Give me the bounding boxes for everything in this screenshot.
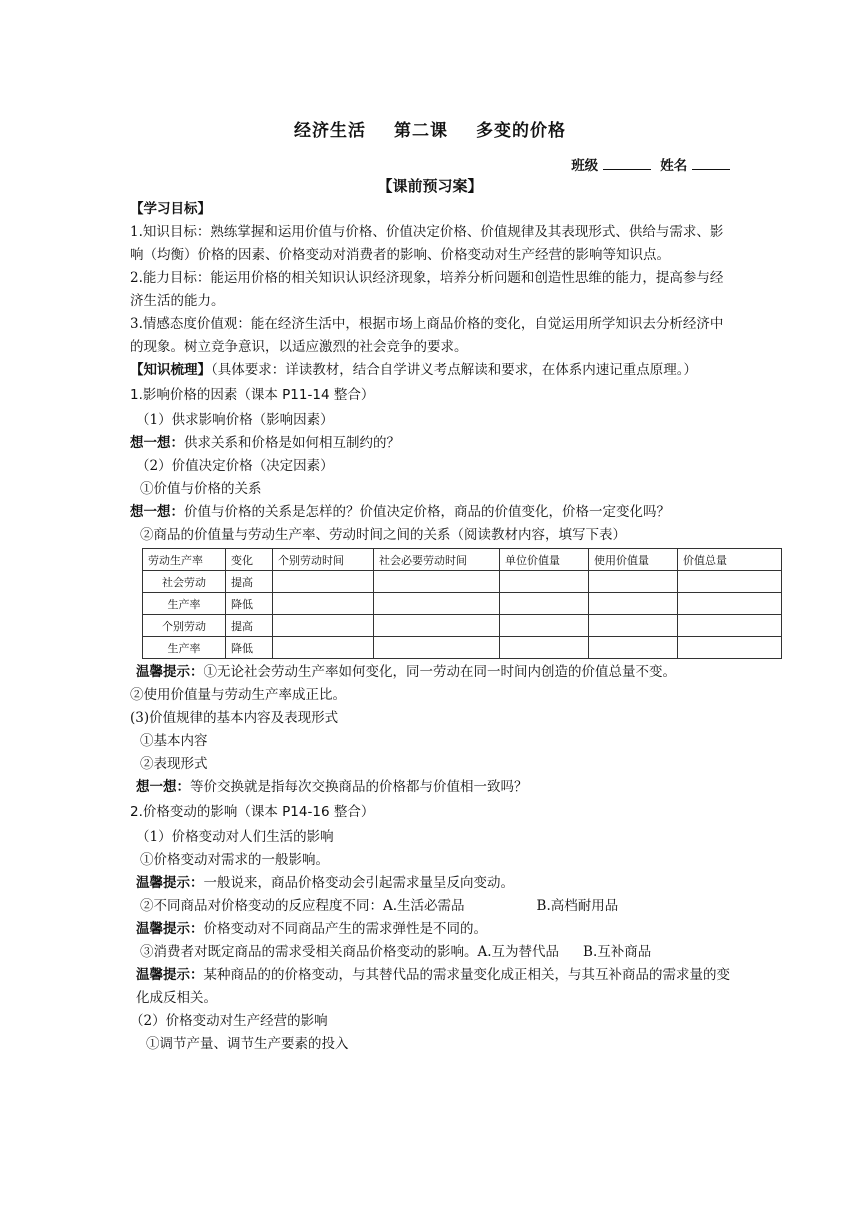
part2-s1c: ③消费者对既定商品的需求受相关商品价格变动的影响。A.互为替代品: [140, 944, 560, 960]
answer-cell[interactable]: [500, 593, 589, 615]
part1-s2: （2）价值决定价格（决定因素）: [136, 458, 334, 474]
part1-s3: (3)价值规律的基本内容及表现形式: [130, 710, 339, 726]
answer-cell[interactable]: [500, 637, 589, 659]
tip-label: 温馨提示：: [136, 875, 204, 891]
name-blank[interactable]: [692, 157, 730, 170]
goal-knowledge: 1.知识目标：熟练掌握和运用价值与价格、价值决定价格、价值规律及其表现形式、供给与需求、影响（均衡）价格的因素、价格变动对消费者的影响、价格变动对生产经营的影响等知识点。: [130, 224, 724, 263]
answer-cell[interactable]: [678, 615, 782, 637]
answer-cell[interactable]: [374, 637, 500, 659]
part2-s1c-line: [130, 941, 730, 964]
part2-s2: （2）价格变动对生产经营的影响: [130, 1013, 328, 1029]
table-header: 劳动生产率: [143, 549, 226, 571]
table-header: 个别劳动时间: [273, 549, 374, 571]
table-header: 单位价值量: [500, 549, 589, 571]
part2-s1c-option: B.互补商品: [583, 944, 652, 960]
answer-cell[interactable]: [374, 571, 500, 593]
row-group-label: 生产率: [143, 593, 226, 615]
part2-s1: （1）价格变动对人们生活的影响: [136, 829, 334, 845]
table-header: 社会必要劳动时间: [374, 549, 500, 571]
part2-s1b-line: [130, 895, 730, 918]
tip-text-2: 一般说来，商品价格变动会引起需求量呈反向变动。: [203, 875, 514, 891]
tip-line-1: [130, 661, 730, 684]
goals-heading: 【学习目标】: [130, 201, 211, 217]
class-name-line: [571, 154, 730, 174]
knowledge-heading-line: [130, 359, 730, 382]
part2-title: 2.价格变动的影响（课本 P14-16 整合）: [130, 804, 375, 820]
part2-s2a: ①调节产量、调节生产要素的投入: [146, 1036, 349, 1052]
answer-cell[interactable]: [374, 615, 500, 637]
think-text-3: 等价交换就是指每次交换商品的价格都与价值相一致吗？: [190, 779, 528, 795]
table-header-row: [143, 549, 782, 571]
table-row: [143, 571, 782, 593]
tip-text-4: 某种商品的的价格变动，与其替代品的需求量变化成正相关，与其互补商品的需求量的变化成反相关。: [136, 967, 730, 1006]
knowledge-heading: 【知识梳理】: [130, 362, 211, 378]
name-label: 姓名: [660, 158, 688, 174]
page-title: [0, 116, 860, 141]
think-label: 想一想：: [136, 779, 190, 795]
answer-cell[interactable]: [589, 615, 678, 637]
answer-cell[interactable]: [678, 571, 782, 593]
think-line-3: [130, 776, 730, 799]
answer-cell[interactable]: [500, 615, 589, 637]
part1-s1: （1）供求影响价格（影响因素）: [136, 412, 334, 428]
answer-cell[interactable]: [589, 593, 678, 615]
think-text-2: 价值与价格的关系是怎样的？价值决定价格，商品的价值变化，价格一定变化吗？: [184, 504, 670, 520]
table-row: [143, 615, 782, 637]
table-row: [143, 593, 782, 615]
think-label: 想一想：: [130, 435, 184, 451]
table-row: [143, 637, 782, 659]
tip-label: 温馨提示：: [136, 664, 204, 680]
answer-cell[interactable]: [500, 571, 589, 593]
tip-line-2: [130, 872, 730, 895]
think-label: 想一想：: [130, 504, 184, 520]
part1-title: 1.影响价格的因素（课本 P11-14 整合）: [130, 387, 375, 403]
answer-cell[interactable]: [374, 593, 500, 615]
answer-cell[interactable]: [589, 571, 678, 593]
change-cell: 提高: [226, 615, 273, 637]
change-cell: 降低: [226, 637, 273, 659]
part2-s1b: ②不同商品对价格变动的反应程度不同：A.生活必需品: [140, 898, 465, 914]
title-part-subject: 经济生活: [294, 121, 366, 141]
title-part-lesson: 第二课: [394, 121, 448, 141]
part2-s1b-option: B.高档耐用品: [536, 898, 619, 914]
row-group-label: 社会劳动: [143, 571, 226, 593]
knowledge-requirement: （具体要求：详读教材，结合自学讲义考点解读和要求，在体系内速记重点原理。）: [211, 362, 697, 378]
goal-ability: 2.能力目标：能运用价格的相关知识认识经济现象，培养分析问题和创造性思维的能力，提高参与经济生活的能力。: [130, 270, 724, 309]
think-text-1: 供求关系和价格是如何相互制约的？: [184, 435, 400, 451]
table-header: 价值总量: [678, 549, 782, 571]
tip-label: 温馨提示：: [136, 921, 204, 937]
answer-cell[interactable]: [273, 571, 374, 593]
goal-attitude: 3.情感态度价值观：能在经济生活中，根据市场上商品价格的变化，自觉运用所学知识去分析经济中的现象。树立竞争意识，以适应激烈的社会竞争的要求。: [130, 316, 724, 355]
row-group-label: 个别劳动: [143, 615, 226, 637]
tip-label: 温馨提示：: [136, 967, 204, 983]
tip-text-3: 价格变动对不同商品产生的需求弹性是不同的。: [203, 921, 487, 937]
part1-s3a: ①基本内容: [140, 733, 208, 749]
tip-text-1b: ②使用价值量与劳动生产率成正比。: [130, 687, 346, 703]
part2-s1a: ①价格变动对需求的一般影响。: [140, 852, 329, 868]
part1-s2a: ①价值与价格的关系: [140, 481, 262, 497]
part1-s2b: ②商品的价值量与劳动生产率、劳动时间之间的关系（阅读教材内容，填写下表）: [140, 527, 626, 543]
tip-text-1a: ①无论社会劳动生产率如何变化，同一劳动在同一时间内创造的价值总量不变。: [203, 664, 676, 680]
table-header: 使用价值量: [589, 549, 678, 571]
part1-s3b: ②表现形式: [140, 756, 208, 772]
change-cell: 提高: [226, 571, 273, 593]
answer-cell[interactable]: [273, 615, 374, 637]
class-label: 班级: [571, 158, 599, 174]
answer-cell[interactable]: [678, 593, 782, 615]
answer-cell[interactable]: [589, 637, 678, 659]
tip-line-4: [130, 964, 730, 1010]
think-line-2: [130, 501, 730, 524]
answer-cell[interactable]: [678, 637, 782, 659]
answer-cell[interactable]: [273, 593, 374, 615]
change-cell: 降低: [226, 593, 273, 615]
title-part-topic: 多变的价格: [476, 121, 566, 141]
answer-cell[interactable]: [273, 637, 374, 659]
class-blank[interactable]: [603, 157, 651, 170]
think-line-1: [130, 432, 730, 455]
document-body: [130, 198, 730, 1056]
productivity-table: [142, 548, 782, 659]
section-title: 【课前预习案】: [377, 177, 483, 195]
tip-line-3: [130, 918, 730, 941]
table-header: 变化: [226, 549, 273, 571]
row-group-label: 生产率: [143, 637, 226, 659]
